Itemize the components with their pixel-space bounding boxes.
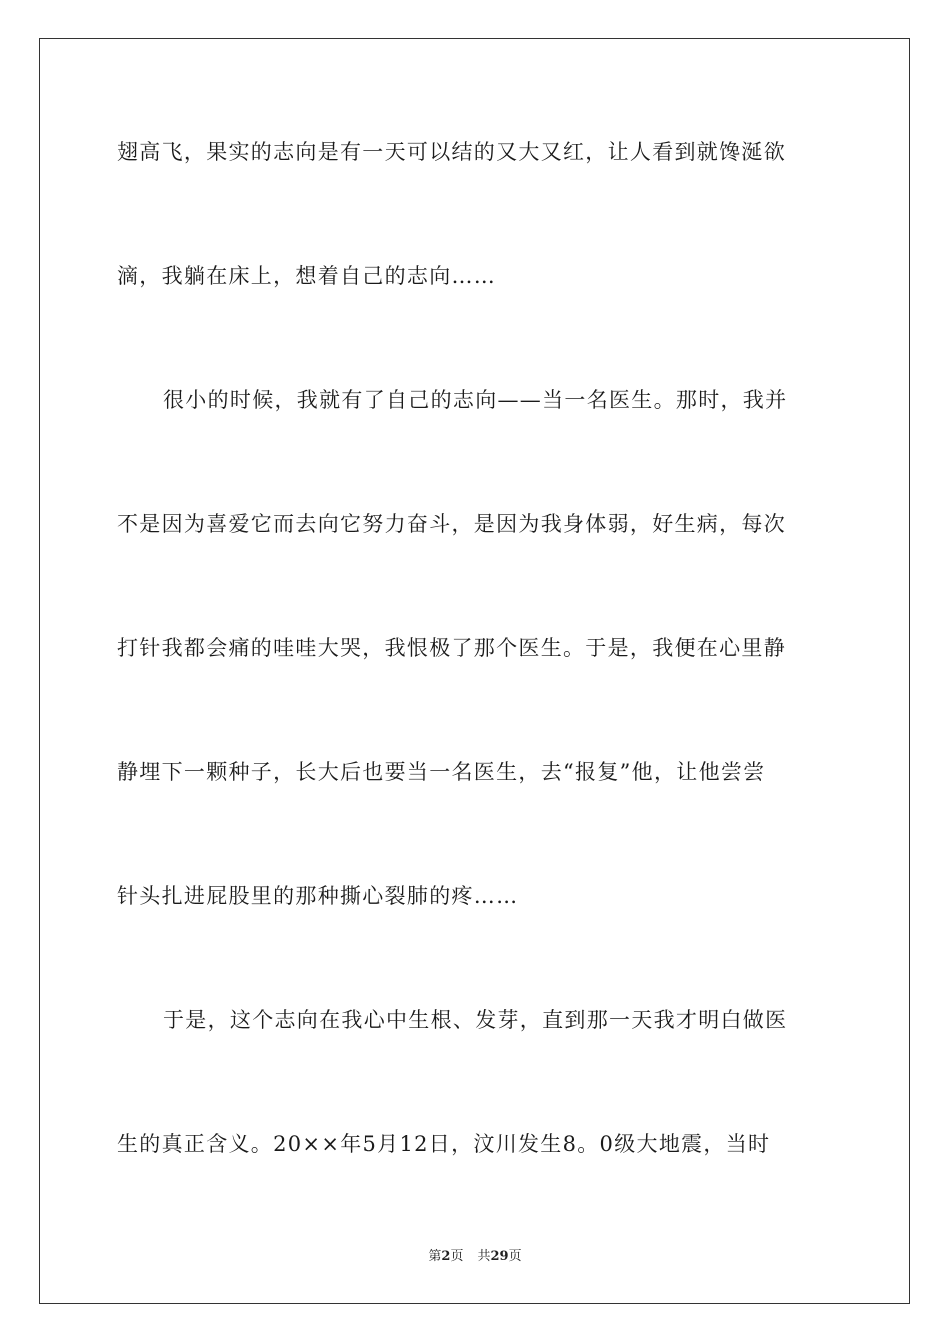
body-text-line-9: 生的真正含义。20××年5月12日，汶川发生8。0级大地震，当时: [117, 1132, 771, 1156]
body-text-line-4: 不是因为喜爱它而去向它努力奋斗，是因为我身体弱，好生病，每次: [117, 512, 786, 536]
body-text-line-3: 很小的时候，我就有了自己的志向——当一名医生。那时，我并: [163, 388, 788, 412]
body-text-line-1: 翅高飞，果实的志向是有一天可以结的又大又红，让人看到就馋涎欲: [117, 140, 786, 164]
page-number: 2: [441, 1249, 451, 1264]
body-text-line-2: 滴，我躺在床上，想着自己的志向……: [117, 264, 497, 288]
body-text-line-6: 静埋下一颗种子，长大后也要当一名医生，去“报复”他，让他尝尝: [117, 760, 766, 784]
body-text-line-5: 打针我都会痛的哇哇大哭，我恨极了那个医生。于是，我便在心里静: [117, 636, 786, 660]
total-pages: 29: [490, 1249, 509, 1264]
page-footer: [0, 1248, 950, 1266]
total-suffix: 页: [508, 1249, 522, 1264]
page-suffix: 页: [450, 1249, 464, 1264]
page-prefix: 第: [428, 1249, 442, 1264]
body-text-line-7: 针头扎进屁股里的那种撕心裂肺的疼……: [117, 884, 519, 908]
total-prefix: 共: [477, 1249, 491, 1264]
page-border: [39, 38, 910, 1304]
body-text-line-8: 于是，这个志向在我心中生根、发芽，直到那一天我才明白做医: [163, 1008, 788, 1032]
